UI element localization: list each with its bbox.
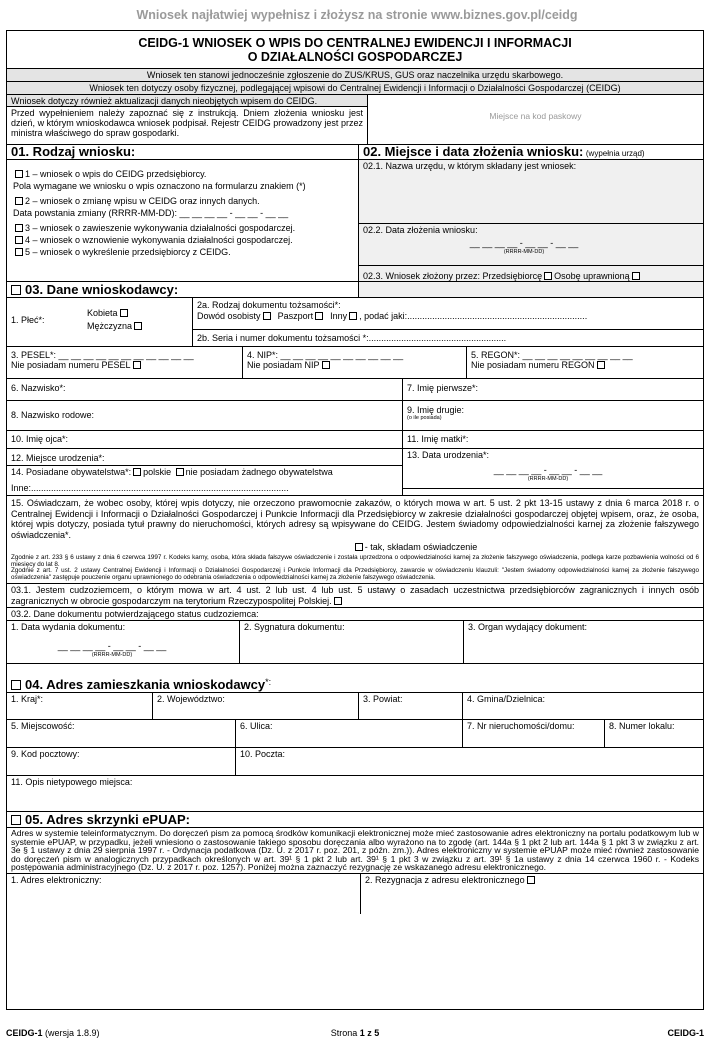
section-03-checkbox[interactable] <box>11 285 21 295</box>
nip-field[interactable] <box>243 347 467 379</box>
id-document-number-field[interactable]: 2b. Seria i numer dokumentu tożsamości *:....................................................... <box>193 330 703 347</box>
first-name-field[interactable]: 7. Imię pierwsze*: <box>403 379 703 401</box>
section-03-title <box>7 281 703 298</box>
option-3[interactable] <box>13 223 353 235</box>
pesel-label: 3. PESEL*: __ __ __ __ __ __ __ __ __ __ __ <box>11 350 194 360</box>
nip-none[interactable] <box>247 360 462 370</box>
other-doc-specify[interactable]: , podać jaki:........................................................................ <box>359 311 588 322</box>
section-02-title-note: (wypełnia urząd) <box>585 149 645 158</box>
statement-15 <box>7 496 703 584</box>
form-hint: Wniosek najłatwiej wypełnisz i złożysz na stronie www.biznes.gov.pl/ceidg <box>136 8 578 22</box>
id-card-label: Dowód osobisty <box>197 311 261 322</box>
epuap-resign-label: 2. Rezygnacja z adresu elektronicznego <box>365 875 525 885</box>
form-title-line2: O DZIAŁALNOŚCI GOSPODARCZEJ <box>247 50 463 65</box>
birthdate-value: __ __ __ __ - __ __ - __ __ <box>493 465 603 475</box>
submission-date-field[interactable] <box>359 224 703 266</box>
section-05-title <box>7 812 703 828</box>
submission-date-value: __ __ __ __ - __ __ - __ __ <box>469 238 579 248</box>
epuap-description: Adres w systemie teleinformatycznym. Do doręczeń pism za pomocą środków komunikacji elektronicznej może mieć zastosowanie adres elektroniczny na portalu podatkowym lub w systemie ePUAP, w przypadku, jeżeli wniesiono o zastosowanie takiego sposobu doręczania albo wyrażono na to zgodę (art. 144a § 1 pkt 2 lub art. 144a § 1 pkt 3 w związku z art. 3e § 1 ustawy z dnia 29 sierpnia 1997 r. - Ordynacja podatkowa (Dz. U. z 2017 r. poz. 201, z późn. zm.)). Adres elektroniczny w systemie ePUAP może mieć również zastosowanie do doręczeń pism w analogicznych przypadkach określonych w art. 39¹ § 1 pkt 2 lub art. 39¹ § 1 pkt 3 w związku z art. 39¹ § 1a ustawy z dnia 14 czerwca 1960 r. - Kodeks postępowania administracyjnego (Dz. U. z 2017 r. poz. 1257). Poniżej można zaznaczyć rezygnację ze wskazanego adresu elektronicznego. <box>7 828 703 874</box>
section-04-title <box>7 676 703 693</box>
footer-form-id: CEIDG-1 <box>6 1028 43 1038</box>
option-2-checkbox[interactable] <box>15 197 23 205</box>
section-03-title-text: 03. Dane wnioskodawcy: <box>25 282 179 297</box>
foreigner-statement <box>7 584 703 608</box>
statement-15-note-1: Zgodnie z art. 233 § 6 ustawy z dnia 6 czerwca 1997 r. Kodeks karny, osoba, która składa fałszywe oświadczenie i została uprzedzona o odpowiedzialności karnej za złożenie fałszywego oświadczenia, podlega karze pozbawienia wolności od 6 miesięcy do lat 8. <box>11 554 699 568</box>
gender-female-checkbox[interactable] <box>120 309 128 317</box>
option-1-note: Pola wymagane we wniosku o wpis oznaczono na formularzu znakiem (*) <box>13 180 306 191</box>
regon-label: 5. REGON*: __ __ __ __ __ __ __ __ __ <box>471 350 633 360</box>
option-4-checkbox[interactable] <box>15 236 23 244</box>
id-document-type-label: 2a. Rodzaj dokumentu tożsamości*: <box>197 300 341 310</box>
option-1-label: 1 – wniosek o wpis do CEIDG przedsiębiorcy. <box>25 169 207 179</box>
option-1[interactable] <box>13 169 353 181</box>
footer-version: (wersja 1.8.9) <box>42 1028 100 1038</box>
option-1-checkbox[interactable] <box>15 170 23 178</box>
street-field[interactable]: 6. Ulica: <box>236 720 463 748</box>
section-05-checkbox[interactable] <box>11 815 21 825</box>
section-02 <box>359 144 703 297</box>
surname-field[interactable]: 6. Nazwisko*: <box>7 379 403 401</box>
birthdate-field[interactable] <box>403 449 703 489</box>
pesel-none[interactable] <box>11 360 238 370</box>
birthplace-field[interactable]: 12. Miejsce urodzenia*: <box>7 449 403 469</box>
passport-label: Paszport <box>277 311 314 322</box>
statement-15-confirm[interactable] <box>11 542 699 553</box>
nip-none-label: Nie posiadam NIP <box>247 360 320 371</box>
submitted-by-authorized-label: Osobę uprawnioną <box>554 271 630 281</box>
submission-date-label: 02.2. Data złożenia wniosku: <box>363 225 478 235</box>
post-office-field[interactable]: 10. Poczta: <box>236 748 703 776</box>
gender-label: 1. Płeć*: <box>11 315 45 325</box>
municipality-field[interactable]: 4. Gmina/Dzielnica: <box>463 693 703 720</box>
statement-15-checkbox[interactable] <box>355 543 363 551</box>
citizenship-other-field[interactable]: Inne:....................................................................................................... <box>7 479 403 496</box>
option-5-label: 5 – wniosek o wykreślenie przedsiębiorcy z CEIDG. <box>25 246 231 257</box>
section-01-title: 01. Rodzaj wniosku: <box>7 145 358 160</box>
option-3-label: 3 – wniosek o zawieszenie wykonywania działalności gospodarczej. <box>25 222 296 233</box>
regon-none-checkbox[interactable] <box>597 361 605 369</box>
epuap-address-field[interactable]: 1. Adres elektroniczny: <box>7 874 361 914</box>
office-name-field[interactable] <box>359 160 703 224</box>
id-card-checkbox[interactable] <box>263 312 271 320</box>
option-2-change-date[interactable]: Data powstania zmiany (RRRR-MM-DD): __ __ __ __ - __ __ - __ __ <box>13 207 289 218</box>
gender-male-checkbox[interactable] <box>134 322 142 330</box>
second-name-label: 9. Imię drugie: <box>407 405 465 415</box>
section-04-title-star: *: <box>265 677 272 687</box>
citizenship-none-label: nie posiadam żadnego obywatelstwa <box>185 467 333 477</box>
footer-form-version <box>6 1028 100 1038</box>
birthdate-spacer <box>403 489 703 496</box>
nip-none-checkbox[interactable] <box>322 361 330 369</box>
section-04-checkbox[interactable] <box>11 680 21 690</box>
foreigner-doc-issue-date-value: __ __ __ __ - __ __ - __ __ <box>57 641 167 651</box>
voivodeship-field[interactable]: 2. Województwo: <box>153 693 359 720</box>
gender-male-label: Mężczyzna <box>87 321 133 331</box>
birthdate-format: (RRRR-MM-DD) <box>527 476 569 482</box>
epuap-resign-checkbox[interactable] <box>527 876 535 884</box>
barcode-placeholder: Miejsce na kod paskowy <box>489 111 582 121</box>
intro-line-2: Wniosek ten dotyczy osoby fizycznej, podlegającej wpisowi do Centralnej Ewidencji i Informacji o Działalności Gospodarczej (CEIDG) <box>7 82 703 95</box>
unusual-place-field[interactable]: 11. Opis nietypowego miejsca: <box>7 776 703 812</box>
citizenship-field <box>7 465 403 479</box>
footer-page-prefix: Strona <box>330 1028 360 1038</box>
gender-female[interactable] <box>87 308 130 318</box>
citizenship-polish-checkbox[interactable] <box>133 468 141 476</box>
citizenship-none-checkbox[interactable] <box>176 468 184 476</box>
birthdate-label: 13. Data urodzenia*: <box>407 450 490 460</box>
foreigner-doc-signature[interactable]: 2. Sygnatura dokumentu: <box>240 620 464 664</box>
option-5[interactable] <box>13 247 353 259</box>
foreigner-statement-text: 03.1. Jestem cudzoziemcem, o którym mowa w art. 4 ust. 2 lub ust. 4 lub ust. 5 ustawy o zasadach uczestnictwa przedsiębiorców zagranicznych i innych osób zagranicznych w obrocie gospodarczym na terytorium Rzeczypospolitej Polskiej. <box>11 585 699 606</box>
form-title-line1: CEIDG-1 WNIOSEK O WPIS DO CENTRALNEJ EWIDENCJI I INFORMACJI <box>138 36 572 50</box>
foreigner-doc-header: 03.2. Dane dokumentu potwierdzającego status cudzoziemca: <box>11 609 259 619</box>
id-document-options <box>197 311 699 321</box>
ceidg-form <box>6 30 704 1010</box>
foreigner-doc-issue-date-format: (RRRR-MM-DD) <box>91 652 133 658</box>
foreigner-doc-issuer[interactable]: 3. Organ wydający dokument: <box>464 620 703 664</box>
nip-label: 4. NIP*: __ __ __ __ __ __ __ __ __ __ <box>247 350 404 360</box>
footer-form-id-right: CEIDG-1 <box>667 1028 704 1038</box>
other-doc-label: Inny <box>330 311 348 322</box>
submission-date-format: (RRRR-MM-DD) <box>503 249 545 255</box>
foreigner-doc-issue-date-label: 1. Data wydania dokumentu: <box>11 622 126 632</box>
section-05-title-text: 05. Adres skrzynki ePUAP: <box>25 812 190 827</box>
id-document-type-field <box>193 298 703 330</box>
submitted-by-entrepreneur-checkbox[interactable] <box>544 272 552 280</box>
form-title <box>7 31 703 69</box>
intro-line-3: Wniosek dotyczy również aktualizacji danych nieobjętych wpisem do CEIDG. <box>7 95 368 107</box>
house-number-field[interactable]: 7. Nr nieruchomości/domu: <box>463 720 605 748</box>
gender-female-label: Kobieta <box>87 308 118 318</box>
section-02-title-text: 02. Miejsce i data złożenia wniosku: <box>363 144 584 159</box>
statement-15-note-2: Zgodnie z art. 7 ust. 2 ustawy Centralnej Ewidencji i Informacji o Działalności Gospodarczej i Punkcie Informacji dla Przedsiębiorcy, zawarcie w oświadczeniu klauzuli: "Jestem świadomy odpowiedzialności karnej za złożenie fałszywego oświadczenia" zastępuje pouczenie organu uprawnionego do odebrania oświadczenia o odpowiedzialności karnej za złożenie fałszywego oświadczenia. <box>11 567 699 581</box>
second-name-field[interactable] <box>403 401 703 431</box>
family-name-field[interactable]: 8. Nazwisko rodowe: <box>7 401 403 431</box>
gender-male[interactable] <box>87 321 144 331</box>
epuap-resign-field <box>361 874 703 914</box>
county-field[interactable]: 3. Powiat: <box>359 693 463 720</box>
foreigner-doc-issue-date[interactable] <box>7 620 240 664</box>
apartment-number-field[interactable]: 8. Numer lokalu: <box>605 720 703 748</box>
option-5-checkbox[interactable] <box>15 248 23 256</box>
statement-15-text: 15. Oświadczam, że wobec osoby, której wpis dotyczy, nie orzeczono prawomocnie zakazów, o których mowa w art. 5 ust. 2 pkt 13-15 ustawy z dnia 6 marca 2018 r. o Centralnej Ewidencji i Informacji o Działalności Gospodarczej i Punkcie Informacji dla Przedsiębiorcy w zakresie działalności gospodarczej objętej wpisem, oraz, że osoba, której wpis dotyczy, posiada tytuł prawny do nieruchomości, których adresy są wpisywane do CEIDG. Jestem świadomy odpowiedzialności karnej za złożenie fałszywego oświadczenia*. <box>11 498 699 540</box>
foreigner-checkbox[interactable] <box>334 597 342 605</box>
statement-15-confirm-label: - tak, składam oświadczenie <box>364 542 478 553</box>
pesel-none-checkbox[interactable] <box>133 361 141 369</box>
second-name-note: (o ile posiada) <box>407 415 442 422</box>
section-04-title-text: 04. Adres zamieszkania wnioskodawcy <box>25 677 266 692</box>
pesel-none-label: Nie posiadam numeru PESEL <box>11 360 131 371</box>
father-name-field[interactable]: 10. Imię ojca*: <box>7 431 403 449</box>
citizenship-polish-label: polskie <box>143 467 172 477</box>
option-3-checkbox[interactable] <box>15 224 23 232</box>
mother-name-field[interactable]: 11. Imię matki*: <box>403 431 703 449</box>
footer-page <box>300 1028 410 1038</box>
section-01-options <box>13 169 353 259</box>
regon-field[interactable] <box>467 347 703 379</box>
gender-field <box>7 298 193 347</box>
submitted-by-label: 02.3. Wniosek złożony przez: Przedsiębiorcę <box>363 271 543 281</box>
regon-none-label: Nie posiadam numeru REGON <box>471 360 595 371</box>
submitted-by-authorized-checkbox[interactable] <box>632 272 640 280</box>
country-field[interactable]: 1. Kraj*: <box>7 693 153 720</box>
locality-field[interactable]: 5. Miejscowość: <box>7 720 236 748</box>
pesel-field[interactable] <box>7 347 243 379</box>
postal-code-field[interactable]: 9. Kod pocztowy: <box>7 748 236 776</box>
intro-instructions: Przed wypełnieniem należy zapoznać się z instrukcją. Dniem złożenia wniosku jest dzień, w którym wnioskodawca wniosek podpisał. Rejestr CEIDG prowadzony jest przez ministra właściwego do spraw gospodarki. <box>7 107 368 144</box>
option-4[interactable] <box>13 235 353 247</box>
option-2[interactable] <box>13 196 353 208</box>
section-02-title <box>359 145 703 160</box>
other-doc-checkbox[interactable] <box>349 312 357 320</box>
section-01 <box>7 144 359 297</box>
office-name-label: 02.1. Nazwa urzędu, w którym składany jest wniosek: <box>363 161 577 171</box>
option-2-label: 2 – wniosek o zmianę wpisu w CEIDG oraz innych danych. <box>25 195 260 206</box>
citizenship-label: 14. Posiadane obywatelstwa*: <box>11 467 132 477</box>
passport-checkbox[interactable] <box>315 312 323 320</box>
option-4-label: 4 – wniosek o wznowienie wykonywania działalności gospodarczej. <box>25 234 293 245</box>
regon-none[interactable] <box>471 360 699 370</box>
footer-page-number: 1 z 5 <box>359 1028 380 1038</box>
intro-line-1: Wniosek ten stanowi jednocześnie zgłoszenie do ZUS/KRUS, GUS oraz naczelnika urzędu skarbowego. <box>7 69 703 82</box>
